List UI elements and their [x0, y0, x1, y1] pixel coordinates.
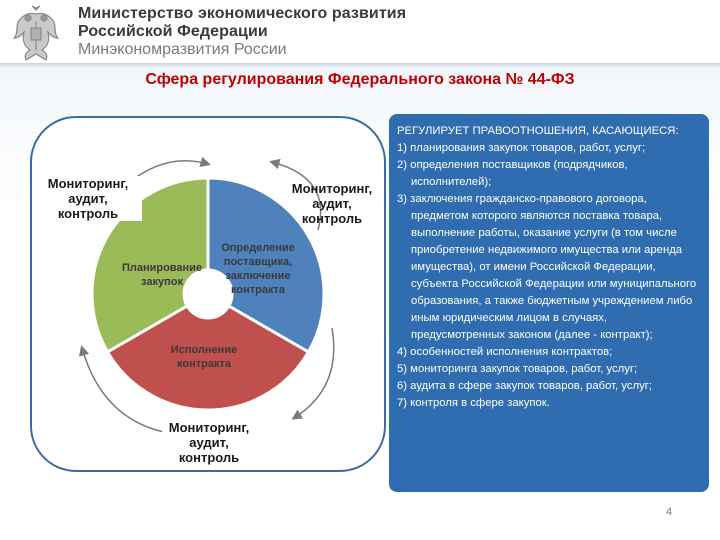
segment-planning-label: Планирование закупок [121, 262, 203, 288]
list-item: 3) заключения гражданско-правового договора, предметом которого являются поставка товара, выполнение работы, оказание услуги (в том числе приобретение недвижимого имущества или аренда имущества), от имени Российской Федерации, субъекта Российской Федерации или муниципального образования, а также бюджетным учреждением либо иным юридическим лицом в случаях, предусмотренных законом (далее - контракт); [397, 193, 697, 341]
procurement-cycle-diagram [32, 118, 384, 470]
organization-short-name: Минэкономразвития России [78, 41, 287, 58]
header [0, 0, 720, 63]
segment-supplier-selection-label: Определение поставщика, заключение контракта [221, 242, 295, 296]
list-item: 1) планирования закупок товаров, работ, услуг; [397, 142, 646, 154]
list-item: 7) контроля в сфере закупок. [397, 397, 550, 409]
monitoring-label-bottom: Мониторинг, аудит, контроль [162, 420, 256, 465]
segment-contract-execution-label: Исполнение контракта [170, 344, 238, 370]
list-item: 4) особенностей исполнения контрактов; [397, 346, 613, 358]
monitoring-label-right: Мониторинг, аудит, контроль [291, 181, 373, 226]
list-item: 6) аудита в сфере закупок товаров, работ, услуг; [397, 380, 652, 392]
info-heading: РЕГУЛИРУЕТ ПРАВООТНОШЕНИЯ, КАСАЮЩИЕСЯ: [397, 125, 679, 137]
coat-of-arms-icon [8, 4, 64, 62]
regulated-relations-list [397, 140, 701, 412]
page-number: 4 [666, 506, 673, 518]
organization-name-country: Российской Федерации [78, 23, 268, 40]
organization-name: Министерство экономического развития [78, 5, 407, 22]
list-item: 5) мониторинга закупок товаров, работ, услуг; [397, 363, 638, 375]
list-item: 2) определения поставщиков (подрядчиков, исполнителей); [397, 159, 628, 188]
slide-title: Сфера регулирования Федерального закона № 44-ФЗ [145, 71, 575, 88]
regulation-info-panel [389, 114, 709, 492]
monitoring-label-left: Мониторинг, аудит, контроль [34, 176, 142, 221]
